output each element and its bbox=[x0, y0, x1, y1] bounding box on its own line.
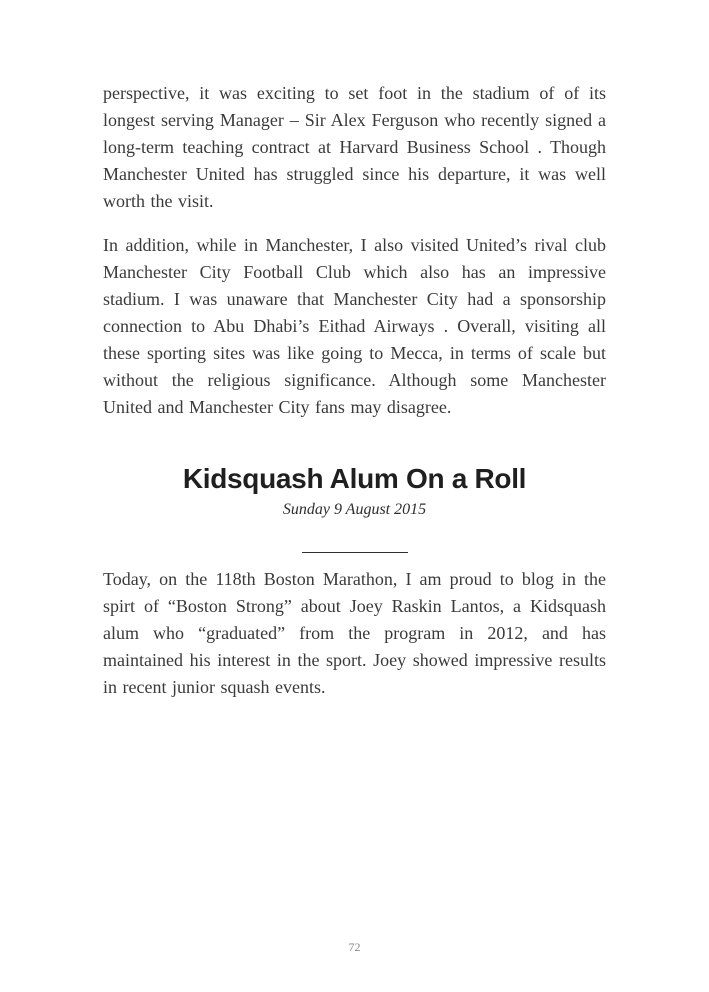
page-number: 72 bbox=[348, 940, 361, 954]
section-divider bbox=[302, 552, 408, 553]
paragraph-boston-marathon: Today, on the 118th Boston Marathon, I am proud to blog in the spirt of “Boston Strong” about Joey Raskin Lantos, a Kidsquash alum who “graduated” from the program in 2012, and has maintained his interest in the sport. Joey showed impressive results in recent junior squash events. bbox=[103, 569, 606, 697]
post-title: Kidsquash Alum On a Roll bbox=[182, 463, 527, 494]
page-content bbox=[103, 80, 606, 718]
paragraph-manchester-city: In addition, while in Manchester, I also visited United’s rival club Manchester City Football Club which also has an impressive stadium. I was unaware that Manchester City had a sponsorship connection to Abu Dhabi’s Eithad Airways . Overall, visiting all these sporting sites was like going to Mecca, in terms of scale but without the religious significance. Although some Manchester United and Manchester City fans may disagree. bbox=[103, 235, 606, 417]
paragraph-manchester-united: perspective, it was exciting to set foot in the stadium of of its longest serving Manager – Sir Alex Ferguson who recently signed a long-term teaching contract at Harvard Business School . Though Manchester United has struggled since his departure, it was well worth the visit. bbox=[103, 83, 606, 211]
post-date: Sunday 9 August 2015 bbox=[282, 501, 427, 518]
